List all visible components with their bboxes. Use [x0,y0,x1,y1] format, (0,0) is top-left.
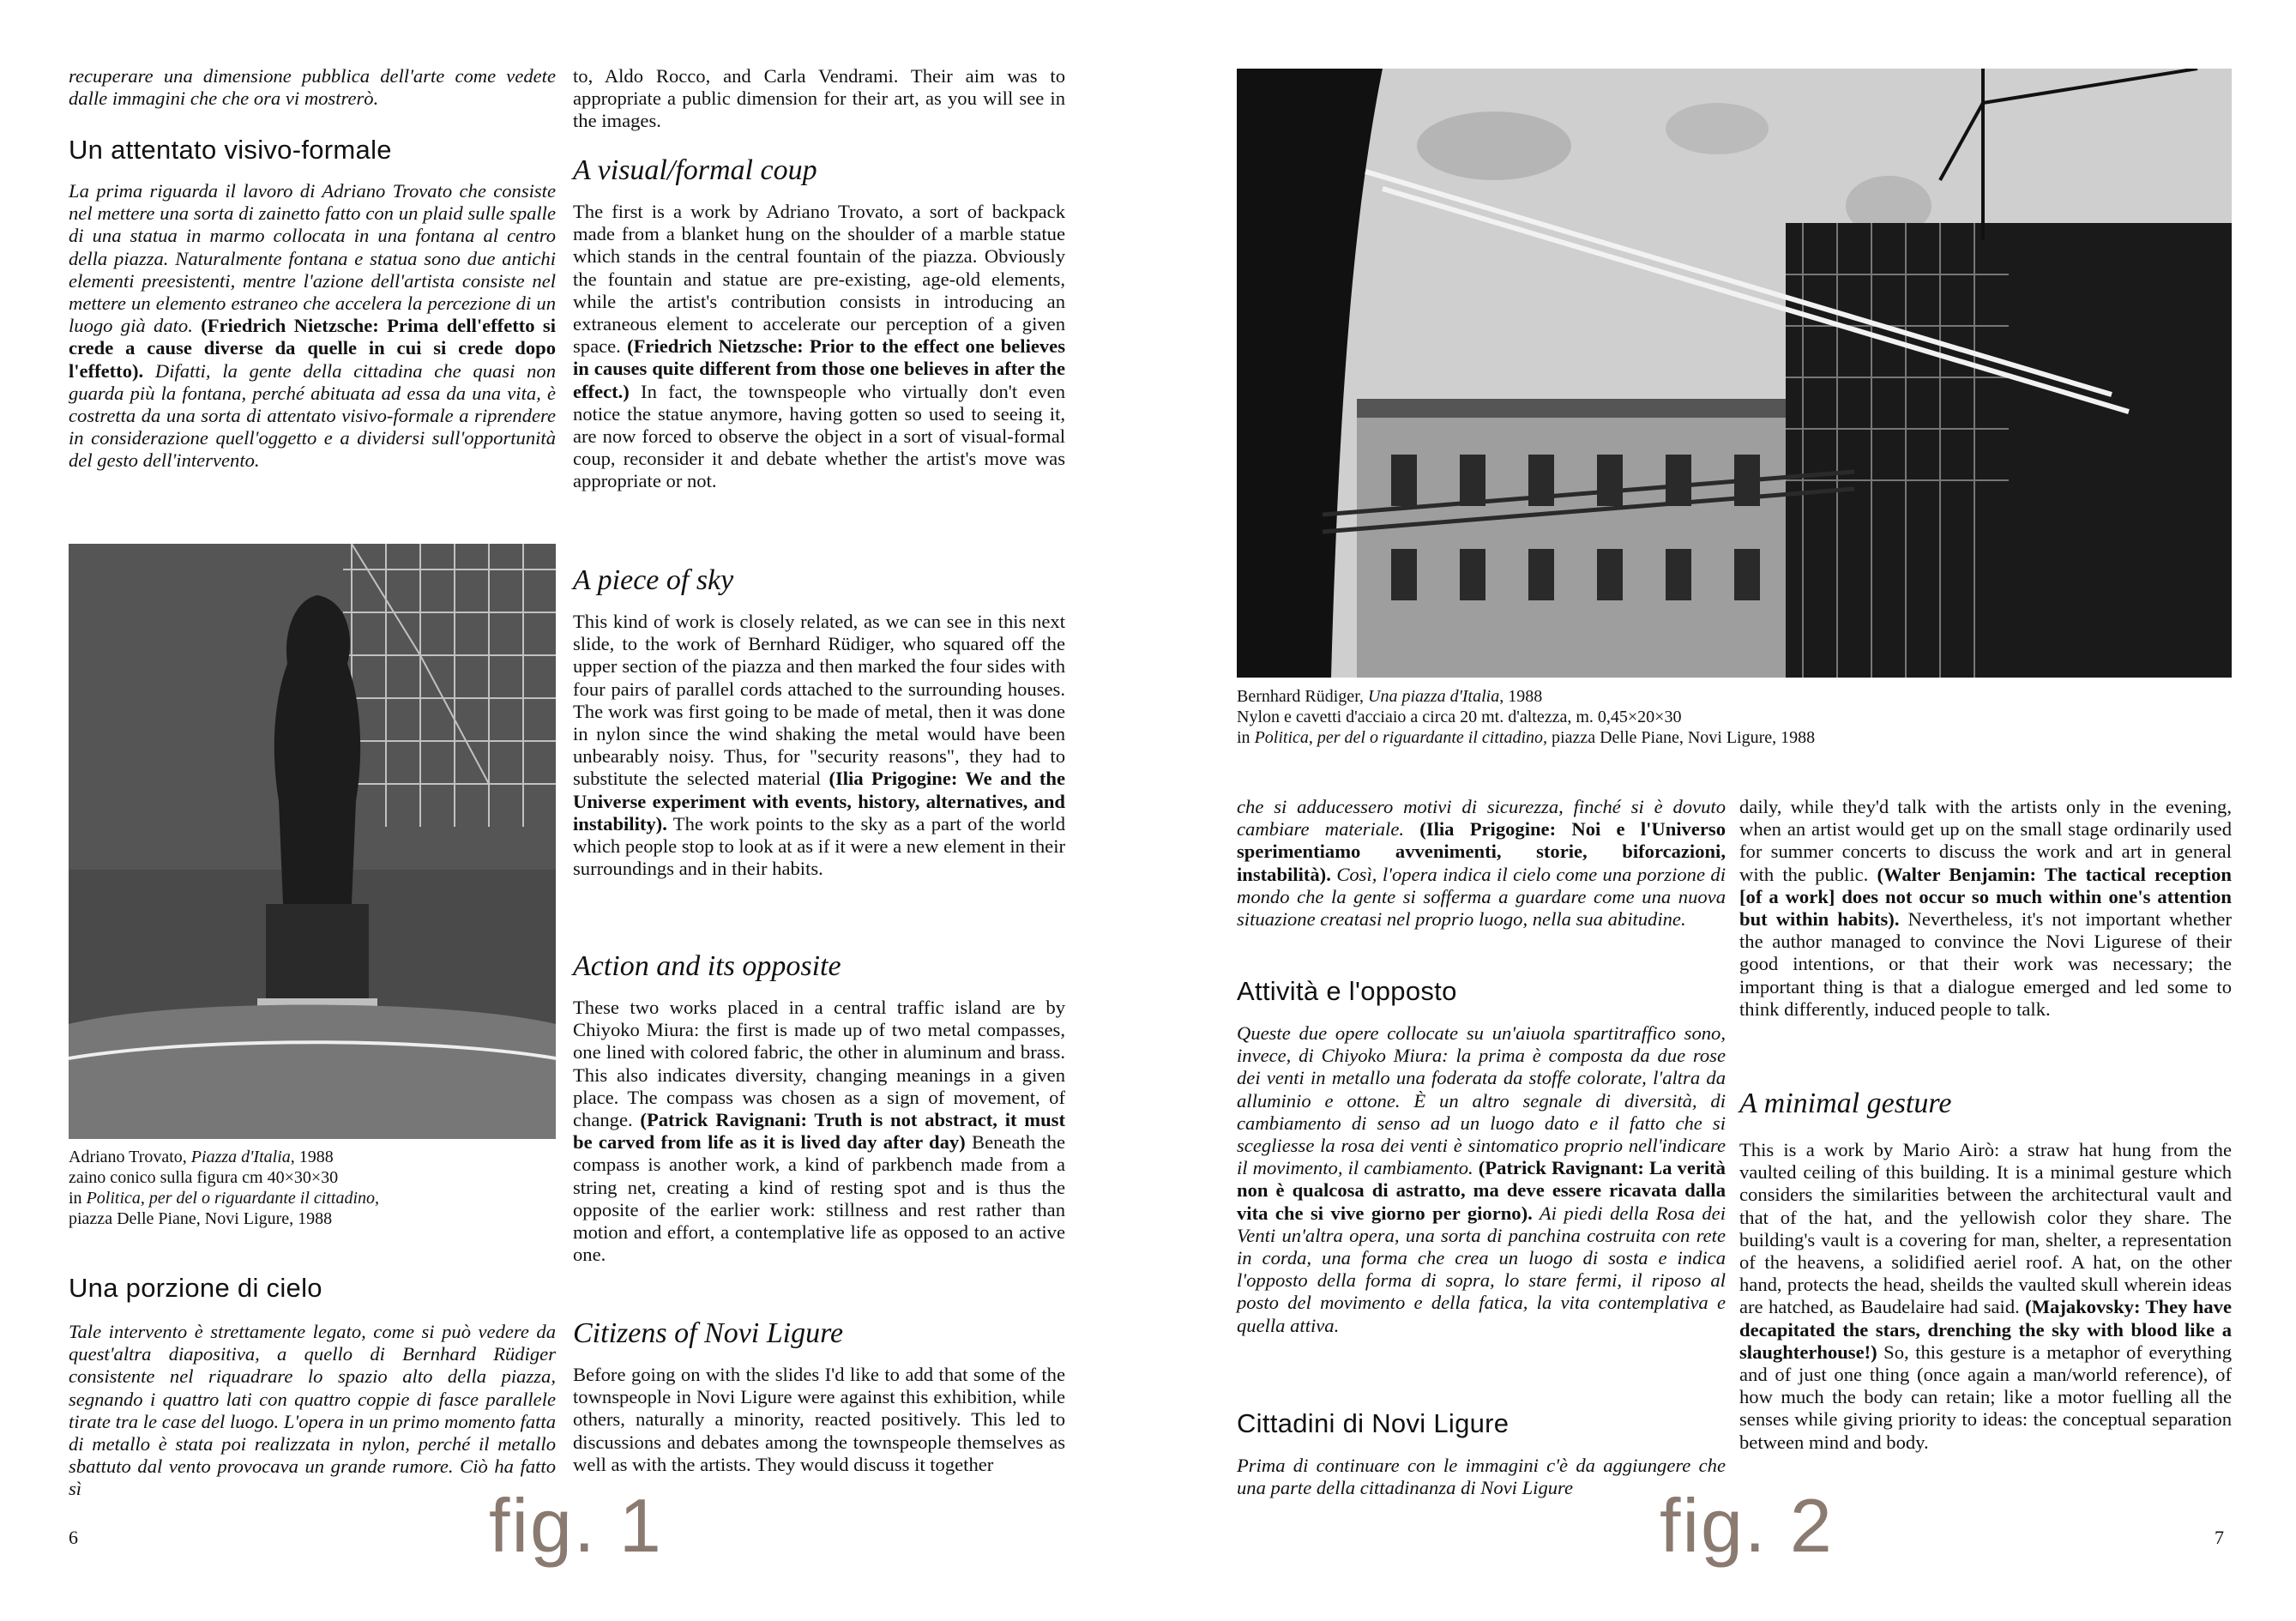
it-paragraph-trovato: La prima riguarda il lavoro di Adriano Trovato che consiste nel mettere una sorta di zainetto fatto con un plaid sulle spalle di una statua in marmo collocata in una fontana al centro della piazza. Naturalmente fontana e statua sono due antichi elementi preesistenti, mentre l'azione dell'artista consiste nel mettere un elemento estraneo che accelera la percezione di un luogo già dato. (Friedrich Nietzsche: Prima dell'effetto si crede a cause diverse da quelle in cui si crede dopo l'effetto). Difatti, la gente della cittadina che quasi non guarda più la fontana, perché abituata ad essa da una vita, è costretta da una sorta di attentato visivo-formale a riprendere in considerazione quell'oggetto e a dividersi sull'opportunità del gesto dell'intervento. [69,180,556,472]
heading-attentato: Un attentato visivo-formale [69,135,392,165]
photo-rudiger-piazza [1237,69,2232,678]
it-paragraph-miura: Queste due opere collocate su un'aiuola spartitraffico sono, invece, di Chiyoko Miura: la prima è composta da due rose dei venti in metallo una foderata da stoffe colorate, l'altra da alluminio e ottone. È un altro segnale di diversità, di cambiamento di senso ad un luogo dato e il fatto che si scegliesse la rosa dei venti è sintomatico proprio nell'indicare il movimento, il cambiamento. (Patrick Ravignant: La verità non è qualcosa di astratto, ma deve essere ricavata dalla vita che si vive giorno per giorno). Ai piedi della Rosa dei Venti un'altra opera, una sorta di panchina costruita con rete in corda, una forma che crea un luogo di sosta e indica l'opposto della forma di sopra, lo stare fermi, il riposo al posto del movimento e della fatica, la vita contemplativa e quella attiva. [1237,1022,1726,1336]
it-intro-paragraph: recuperare una dimensione pubblica dell'arte come vedete dalle immagini che che ora vi mostrerò. [69,65,556,110]
photo1-caption: Adriano Trovato, Piazza d'Italia, 1988 zaino conico sulla figura cm 40×30×30 in Politica, per del o riguardante il cittadino, piazza Delle Piane, Novi Ligure, 1988 [69,1148,380,1228]
heading-visual-formal-coup: A visual/formal coup [573,154,817,186]
en-paragraph-rudiger: This kind of work is closely related, as we can see in this next slide, to the work of Bernhard Rüdiger, who squared off the upper section of the piazza and then marked the four sides with four pairs of parallel cords attached to the surrounding houses. The work was first going to be made of metal, then it was done in nylon since the wind shaking the metal would have been unbearably noisy. Thus, for "security reasons", they had to substitute the selected material (Ilia Prigogine: We and the Universe experiment with events, history, alternatives, and instability). The work points to the sky as a part of the world which people stop to look at as if it were a new element in their surroundings and in their habits. [573,611,1065,880]
it-paragraph-sicurezza: che si adducessero motivi di sicurezza, finché si è dovuto cambiare materiale. (Ilia Prigogine: Noi e l'Universo sperimentiamo avvenimenti, storie, biforcazioni, instabilità). Così, l'opera indica il cielo come una porzione di mondo che la gente si sofferma a guardare come una nuova situazione creatasi nel proprio luogo, nella sua abitudine. [1237,796,1726,931]
fig-label-2: fig. 2 [1660,1483,1834,1568]
photo2-caption: Bernhard Rüdiger, Una piazza d'Italia, 1988 Nylon e cavetti d'acciaio a circa 20 mt. d'altezza, m. 0,45×20×30 in Politica, per del o riguardante il cittadino, piazza Delle Piane, Novi Ligure, 1988 [1237,687,1816,747]
en-paragraph-trovato: The first is a work by Adriano Trovato, a sort of backpack made from a blanket hung on the shoulder of a marble statue which stands in the central fountain of the piazza. Obviously the fountain and statue are pre-existing, age-old elements, while the artist's contribution consists in introducing an extraneous element to accelerate our perception of a given space. (Friedrich Nietzsche: Prior to the effect one believes in causes quite different from those one believes in after the effect.) In fact, the townspeople who virtually don't even notice the statue anymore, having gotten so used to seeing it, are now forced to observe the object in a sort of visual-formal coup, reconsider it and debate whether the artist's move was appropriate or not. [573,201,1065,492]
piazza-cords-image [1237,69,2232,678]
heading-porzione-cielo: Una porzione di cielo [69,1273,322,1303]
page-number-right: 7 [2215,1527,2224,1548]
heading-citizens: Citizens of Novi Ligure [573,1317,844,1349]
heading-piece-of-sky: A piece of sky [573,564,734,596]
heading-attivita-opposto: Attività e l'opposto [1237,976,1457,1006]
en-intro-paragraph: to, Aldo Rocco, and Carla Vendrami. Their aim was to appropriate a public dimension for their art, as you will see in the images. [573,65,1065,132]
fig-label-1: fig. 1 [489,1483,663,1568]
statue-fountain-image [69,544,556,1139]
heading-minimal-gesture: A minimal gesture [1739,1088,1952,1119]
heading-action-opposite: Action and its opposite [573,950,841,982]
photo-trovato-statue [69,544,556,1139]
en-paragraph-daily: daily, while they'd talk with the artists only in the evening, when an artist would get up on the small stage ordinarily used for summer concerts to discuss the work and art in general with the public. (Walter Benjamin: The tactical reception [of a work] does not occur so much within one's attention but within habits). Nevertheless, it's not important whether the author managed to convince the Novi Ligurese of their good intentions, or that their work was necessary; the important thing is that a dialogue emerged and led some to think differently, induced people to talk. [1739,796,2232,1020]
en-paragraph-airo: This is a work by Mario Airò: a straw hat hung from the vaulted ceiling of this building. It is a minimal gesture which considers the similarities between the architectural vault and that of the hat, and the yellowish color they share. The building's vault is a covering for man, shelter, a representation of the heavens, a solidified aeriel roof. A hat, on the other hand, protects the head, sheilds the vaulted skull wherein ideas are hatched, as Baudelaire had said. (Majakovsky: They have decapitated the stars, drenching the sky with blood like a slaughterhouse!) So, this gesture is a metaphor of everything and of just one thing (once again a man/world reference), of how much the body can retain; like a motor fuelling all the senses while giving priority to ideas: the conceptual separation between mind and body. [1739,1139,2232,1453]
en-paragraph-citizens: Before going on with the slides I'd like to add that some of the townspeople in Novi Ligure were against this exhibition, while others, naturally a minority, reacted positively. This led to discussions and debates among the townspeople themselves as well as with the artists. They would discuss it together [573,1364,1065,1475]
it-paragraph-rudiger: Tale intervento è strettamente legato, come si può vedere da quest'altra diapositiva, a quello di Bernhard Rüdiger consistente nel riquadrare lo spazio alto della piazza, segnando i quattro lati con quattro coppie di fasce parallele tirate tra le case del luogo. L'opera in un primo momento fatta di metallo è stata poi realizzata in nylon, perché il metallo sbattuto dal vento provocava un grande rumore. Ciò ha fatto sì [69,1321,556,1500]
heading-cittadini: Cittadini di Novi Ligure [1237,1408,1510,1438]
page-number-left: 6 [69,1527,78,1548]
en-paragraph-miura: These two works placed in a central traffic island are by Chiyoko Miura: the first is made up of two metal compasses, one lined with colored fabric, the other in aluminum and brass. This also indicates diversity, changing meanings in a given place. The compass was chosen as a sign of movement, of change. (Patrick Ravignani: Truth is not abstract, it must be carved from life as it is lived day after day) Beneath the compass is another work, a kind of parkbench made from a string net, creating a kind of resting spot and is thus the opposite of the earlier work: stillness and rest rather than motion and effort, a contemplative life as opposed to an active one. [573,997,1065,1266]
it-paragraph-cittadini: Prima di continuare con le immagini c'è da aggiungere che una parte della cittadinanza di Novi Ligure [1237,1455,1726,1499]
